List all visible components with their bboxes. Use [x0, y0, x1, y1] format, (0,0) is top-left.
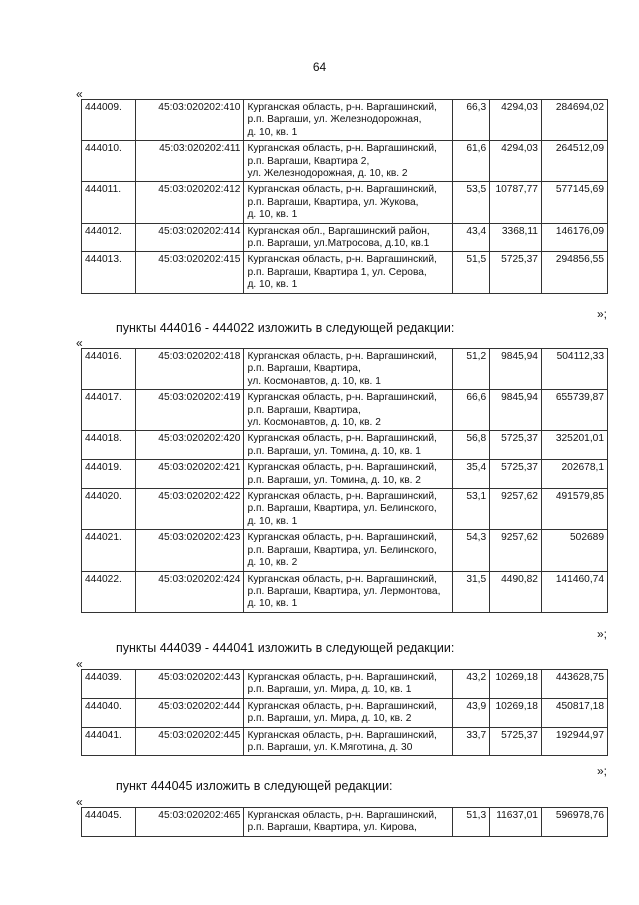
- area-cell: 51,3: [452, 808, 490, 837]
- cadastral-number-cell: 45:03:020202:421: [135, 460, 244, 489]
- item-number-cell: 444041.: [82, 727, 136, 756]
- area-cell: 66,6: [452, 390, 490, 431]
- table-row: [82, 431, 608, 460]
- table-row: [82, 349, 608, 390]
- close-quote: »;: [597, 627, 608, 641]
- unit-price-cell: 11637,01: [490, 808, 542, 837]
- address-cell: Курганская область, р-н. Варгашинский, р.п. Варгаши, ул. К.Мяготина, д. 30: [244, 727, 452, 756]
- unit-price-cell: 5725,37: [490, 431, 542, 460]
- item-number-cell: 444010.: [82, 141, 136, 182]
- area-cell: 53,5: [452, 182, 490, 223]
- cadastral-number-cell: 45:03:020202:445: [135, 727, 244, 756]
- table-row: [82, 530, 608, 571]
- cadastral-number-cell: 45:03:020202:415: [135, 252, 244, 293]
- cadastral-number-cell: 45:03:020202:414: [135, 223, 244, 252]
- address-cell: Курганская область, р-н. Варгашинский, р.п. Варгаши, Квартира 2, ул. Железнодорожная, д. 10, кв. 2: [244, 141, 452, 182]
- address-cell: Курганская область, р-н. Варгашинский, р.п. Варгаши, Квартира, ул. Белинского, д. 10, кв. 1: [244, 489, 452, 530]
- table-row: [82, 698, 608, 727]
- total-value-cell: 325201,01: [541, 431, 607, 460]
- cadastral-number-cell: 45:03:020202:444: [135, 698, 244, 727]
- address-cell: Курганская область, р-н. Варгашинский, р.п. Варгаши, Квартира 1, ул. Серова, д. 10, кв. 1: [244, 252, 452, 293]
- unit-price-cell: 5725,37: [490, 727, 542, 756]
- item-number-cell: 444019.: [82, 460, 136, 489]
- table-row: [82, 571, 608, 612]
- table-row: [82, 460, 608, 489]
- open-quote: «: [76, 336, 83, 350]
- total-value-cell: 443628,75: [541, 670, 607, 699]
- item-number-cell: 444020.: [82, 489, 136, 530]
- close-quote: »;: [597, 307, 608, 321]
- address-cell: Курганская область, р-н. Варгашинский, р.п. Варгаши, Квартира, ул. Жукова, д. 10, кв. 1: [244, 182, 452, 223]
- table-section-3: [81, 669, 608, 756]
- area-cell: 51,2: [452, 349, 490, 390]
- total-value-cell: 655739,87: [541, 390, 607, 431]
- unit-price-cell: 9257,62: [490, 489, 542, 530]
- table-row: [82, 223, 608, 252]
- unit-price-cell: 5725,37: [490, 252, 542, 293]
- item-number-cell: 444017.: [82, 390, 136, 431]
- unit-price-cell: 3368,11: [490, 223, 542, 252]
- address-cell: Курганская область, р-н. Варгашинский, р.п. Варгаши, Квартира, ул. Кирова,: [244, 808, 452, 837]
- total-value-cell: 284694,02: [541, 100, 607, 141]
- item-number-cell: 444021.: [82, 530, 136, 571]
- cadastral-number-cell: 45:03:020202:418: [135, 349, 244, 390]
- open-quote: «: [76, 795, 83, 809]
- instruction-text: пункты 444039 - 444041 изложить в следующей редакции:: [116, 641, 455, 655]
- item-number-cell: 444013.: [82, 252, 136, 293]
- open-quote: «: [76, 657, 83, 671]
- item-number-cell: 444040.: [82, 698, 136, 727]
- cadastral-number-cell: 45:03:020202:424: [135, 571, 244, 612]
- area-cell: 43,4: [452, 223, 490, 252]
- address-cell: Курганская область, р-н. Варгашинский, р.п. Варгаши, Квартира, ул. Космонавтов, д. 10, кв. 2: [244, 390, 452, 431]
- open-quote: «: [76, 87, 83, 101]
- cadastral-number-cell: 45:03:020202:443: [135, 670, 244, 699]
- area-cell: 51,5: [452, 252, 490, 293]
- cadastral-number-cell: 45:03:020202:412: [135, 182, 244, 223]
- cadastral-number-cell: 45:03:020202:411: [135, 141, 244, 182]
- instruction-text: пункты 444016 - 444022 изложить в следующей редакции:: [116, 321, 455, 335]
- item-number-cell: 444018.: [82, 431, 136, 460]
- table-section-4: [81, 807, 608, 837]
- cadastral-number-cell: 45:03:020202:410: [135, 100, 244, 141]
- item-number-cell: 444022.: [82, 571, 136, 612]
- area-cell: 61,6: [452, 141, 490, 182]
- unit-price-cell: 5725,37: [490, 460, 542, 489]
- unit-price-cell: 4294,03: [490, 141, 542, 182]
- total-value-cell: 596978,76: [541, 808, 607, 837]
- item-number-cell: 444012.: [82, 223, 136, 252]
- area-cell: 66,3: [452, 100, 490, 141]
- item-number-cell: 444045.: [82, 808, 136, 837]
- address-cell: Курганская область, р-н. Варгашинский, р.п. Варгаши, ул. Томина, д. 10, кв. 2: [244, 460, 452, 489]
- instruction-text: пункт 444045 изложить в следующей редакции:: [116, 779, 393, 793]
- unit-price-cell: 10269,18: [490, 698, 542, 727]
- total-value-cell: 450817,18: [541, 698, 607, 727]
- address-cell: Курганская область, р-н. Варгашинский, р.п. Варгаши, Квартира, ул. Космонавтов, д. 10, кв. 1: [244, 349, 452, 390]
- table-row: [82, 390, 608, 431]
- table-row: [82, 182, 608, 223]
- table-row: [82, 141, 608, 182]
- total-value-cell: 502689: [541, 530, 607, 571]
- address-cell: Курганская область, р-н. Варгашинский, р.п. Варгаши, Квартира, ул. Белинского, д. 10, кв. 2: [244, 530, 452, 571]
- unit-price-cell: 10787,77: [490, 182, 542, 223]
- item-number-cell: 444039.: [82, 670, 136, 699]
- area-cell: 33,7: [452, 727, 490, 756]
- total-value-cell: 264512,09: [541, 141, 607, 182]
- total-value-cell: 192944,97: [541, 727, 607, 756]
- address-cell: Курганская область, р-н. Варгашинский, р.п. Варгаши, ул. Мира, д. 10, кв. 2: [244, 698, 452, 727]
- address-cell: Курганская область, р-н. Варгашинский, р.п. Варгаши, Квартира, ул. Лермонтова, д. 10, кв. 1: [244, 571, 452, 612]
- total-value-cell: 504112,33: [541, 349, 607, 390]
- table-section-2: [81, 348, 608, 613]
- item-number-cell: 444009.: [82, 100, 136, 141]
- address-cell: Курганская область, р-н. Варгашинский, р.п. Варгаши, ул. Мира, д. 10, кв. 1: [244, 670, 452, 699]
- total-value-cell: 491579,85: [541, 489, 607, 530]
- address-cell: Курганская область, р-н. Варгашинский, р.п. Варгаши, ул. Железнодорожная, д. 10, кв. 1: [244, 100, 452, 141]
- cadastral-number-cell: 45:03:020202:422: [135, 489, 244, 530]
- cadastral-number-cell: 45:03:020202:419: [135, 390, 244, 431]
- page-number: 64: [312, 60, 327, 74]
- total-value-cell: 577145,69: [541, 182, 607, 223]
- unit-price-cell: 10269,18: [490, 670, 542, 699]
- table-row: [82, 670, 608, 699]
- unit-price-cell: 9257,62: [490, 530, 542, 571]
- area-cell: 56,8: [452, 431, 490, 460]
- table-row: [82, 252, 608, 293]
- total-value-cell: 294856,55: [541, 252, 607, 293]
- unit-price-cell: 4490,82: [490, 571, 542, 612]
- area-cell: 53,1: [452, 489, 490, 530]
- address-cell: Курганская обл., Варгашинский район, р.п. Варгаши, ул.Матросова, д.10, кв.1: [244, 223, 452, 252]
- close-quote: »;: [597, 764, 608, 778]
- total-value-cell: 141460,74: [541, 571, 607, 612]
- cadastral-number-cell: 45:03:020202:465: [135, 808, 244, 837]
- item-number-cell: 444016.: [82, 349, 136, 390]
- unit-price-cell: 9845,94: [490, 349, 542, 390]
- unit-price-cell: 4294,03: [490, 100, 542, 141]
- table-row: [82, 808, 608, 837]
- table-row: [82, 727, 608, 756]
- area-cell: 54,3: [452, 530, 490, 571]
- area-cell: 31,5: [452, 571, 490, 612]
- table-row: [82, 100, 608, 141]
- total-value-cell: 146176,09: [541, 223, 607, 252]
- address-cell: Курганская область, р-н. Варгашинский, р.п. Варгаши, ул. Томина, д. 10, кв. 1: [244, 431, 452, 460]
- table-section-1: [81, 99, 608, 294]
- cadastral-number-cell: 45:03:020202:420: [135, 431, 244, 460]
- total-value-cell: 202678,1: [541, 460, 607, 489]
- cadastral-number-cell: 45:03:020202:423: [135, 530, 244, 571]
- area-cell: 35,4: [452, 460, 490, 489]
- table-row: [82, 489, 608, 530]
- area-cell: 43,9: [452, 698, 490, 727]
- unit-price-cell: 9845,94: [490, 390, 542, 431]
- item-number-cell: 444011.: [82, 182, 136, 223]
- area-cell: 43,2: [452, 670, 490, 699]
